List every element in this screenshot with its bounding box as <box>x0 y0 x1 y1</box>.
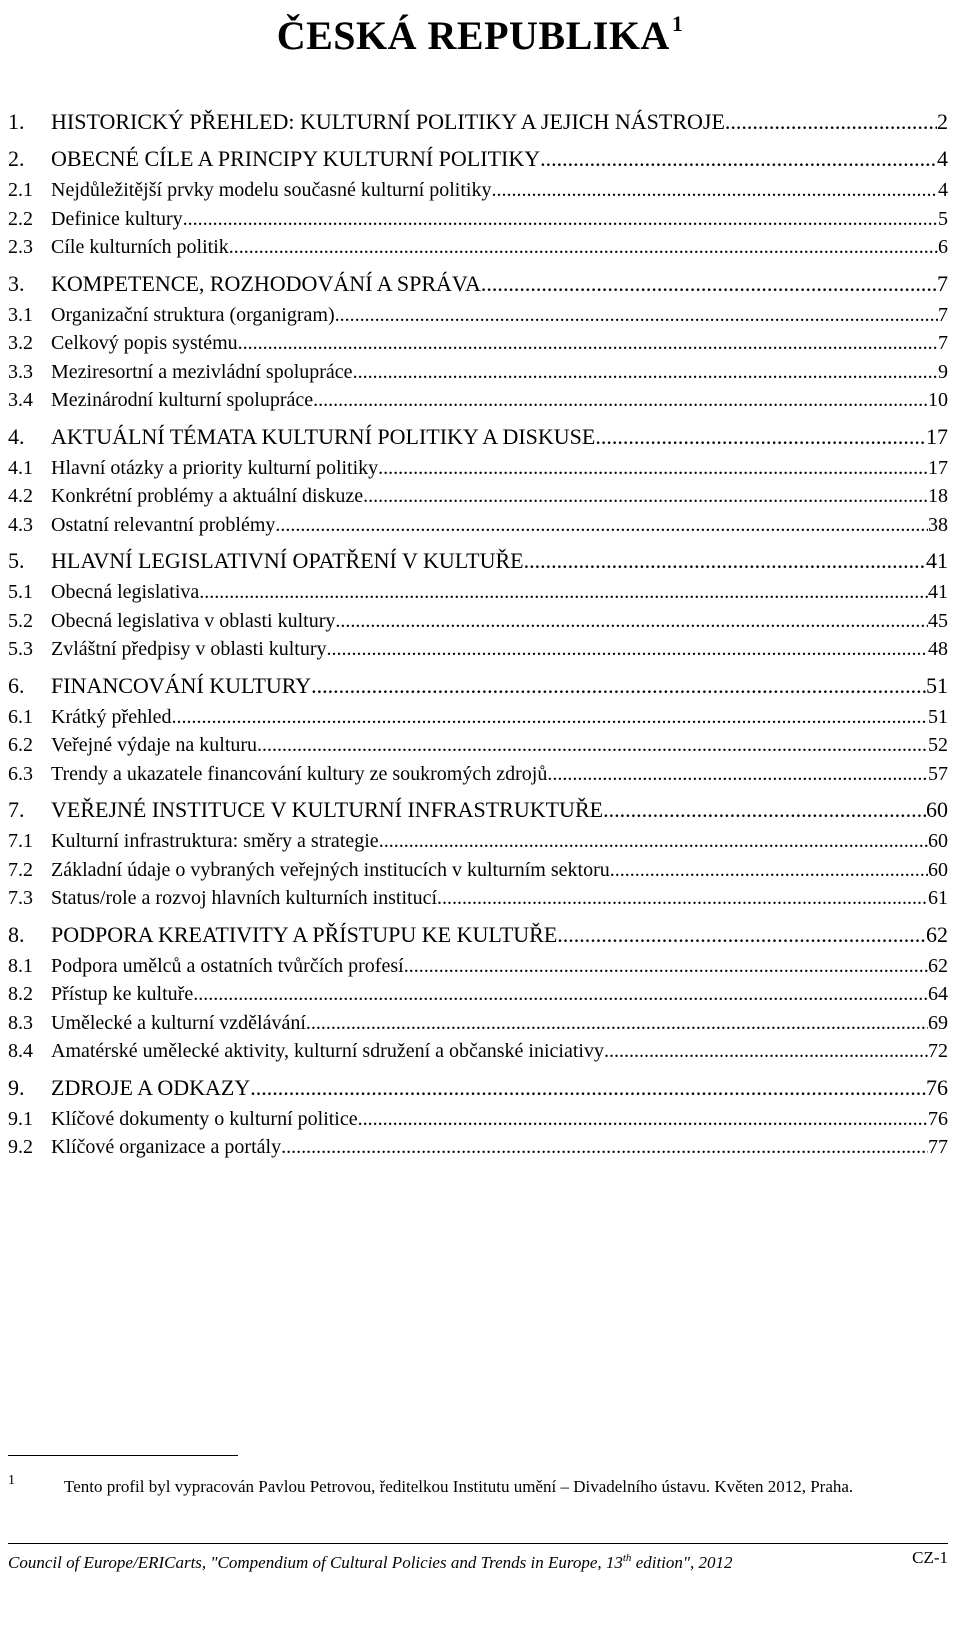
toc-dot-leader <box>353 358 938 386</box>
toc-entry-number: 8.1 <box>8 954 33 977</box>
toc-entry[interactable] <box>8 607 948 635</box>
toc-dot-leader <box>281 1133 928 1161</box>
toc-entry[interactable] <box>8 731 948 759</box>
toc-entry-title: HLAVNÍ LEGISLATIVNÍ OPATŘENÍ V KULTUŘE <box>51 548 524 573</box>
toc-entry-title: AKTUÁLNÍ TÉMATA KULTURNÍ POLITIKY A DISKUSE <box>51 423 596 449</box>
toc-dot-leader <box>481 269 937 299</box>
toc-entry[interactable] <box>8 205 948 233</box>
toc-entry-page: 60 <box>926 797 948 822</box>
toc-entry-page: 7 <box>938 303 948 326</box>
toc-entry-number: 6.2 <box>8 734 33 756</box>
toc-entry[interactable] <box>8 920 948 950</box>
toc-entry-title: Nejdůležitější prvky modelu současné kulturní politiky <box>51 179 492 201</box>
toc-dot-leader <box>183 205 938 233</box>
toc-dot-leader <box>610 856 928 884</box>
toc-entry-page: 7 <box>938 332 948 354</box>
toc-entry-number: 5. <box>8 548 25 573</box>
toc-entry-number: 6. <box>8 672 25 698</box>
toc-entry-title: FINANCOVÁNÍ KULTURY <box>51 672 312 698</box>
toc-entry-page: 52 <box>928 734 948 756</box>
toc-dot-leader <box>229 233 938 261</box>
toc-entry[interactable] <box>8 269 948 299</box>
toc-entry-page: 4 <box>938 179 948 201</box>
toc-entry-page: 10 <box>928 389 948 411</box>
toc-entry-title: Kulturní infrastruktura: směry a strategie <box>51 830 379 852</box>
toc-entry-page: 17 <box>926 423 948 449</box>
toc-entry-number: 7.2 <box>8 858 33 881</box>
toc-entry-number: 9. <box>8 1074 25 1100</box>
toc-entry-title: KOMPETENCE, ROZHODOVÁNÍ A SPRÁVA <box>51 270 481 296</box>
toc-dot-leader <box>604 1037 928 1065</box>
toc-dot-leader <box>275 511 928 539</box>
toc-dot-leader <box>250 1073 926 1103</box>
toc-entry-title: Amatérské umělecké aktivity, kulturní sdružení a občanské iniciativy <box>51 1040 604 1062</box>
toc-entry-title: Podpora umělců a ostatních tvůrčích profesí <box>51 954 404 977</box>
toc-entry[interactable] <box>8 1037 948 1065</box>
toc-entry-number: 6.3 <box>8 762 33 785</box>
toc-entry[interactable] <box>8 358 948 386</box>
toc-entry-page: 62 <box>926 921 948 947</box>
toc-entry-title: Zvláštní předpisy v oblasti kultury <box>51 638 327 660</box>
toc-dot-leader <box>327 635 928 663</box>
toc-entry-page: 60 <box>928 858 948 881</box>
toc-entry[interactable] <box>8 1009 948 1037</box>
footnote-divider <box>8 1455 238 1456</box>
toc-entry-title: Obecná legislativa v oblasti kultury <box>51 609 336 632</box>
toc-entry-page: 6 <box>938 236 948 258</box>
toc-dot-leader <box>335 607 928 635</box>
toc-entry-page: 60 <box>928 830 948 852</box>
footer-citation-sup: th <box>622 1552 632 1564</box>
toc-entry[interactable] <box>8 795 948 825</box>
toc-entry-number: 4.3 <box>8 513 33 536</box>
toc-entry-number: 3.4 <box>8 389 33 411</box>
toc-entry-page: 77 <box>928 1136 948 1158</box>
toc-entry-number: 3.1 <box>8 303 33 326</box>
toc-entry[interactable] <box>8 386 948 414</box>
toc-entry[interactable] <box>8 511 948 539</box>
toc-entry-page: 4 <box>937 146 948 171</box>
footnote-text: Tento profil byl vypracován Pavlou Petrovou, ředitelkou Institutu umění – Divadelního ústavu. Květen 2012, Praha. <box>64 1477 854 1496</box>
toc-entry[interactable] <box>8 422 948 452</box>
toc-dot-leader <box>725 107 937 137</box>
toc-dot-leader <box>311 671 926 701</box>
toc-entry[interactable] <box>8 233 948 261</box>
toc-entry-number: 7.1 <box>8 830 33 852</box>
toc-entry[interactable] <box>8 703 948 731</box>
toc-entry-number: 8.4 <box>8 1040 33 1062</box>
toc-entry-title: OBECNÉ CÍLE A PRINCIPY KULTURNÍ POLITIKY <box>51 146 541 171</box>
toc-entry-number: 2. <box>8 146 25 171</box>
title-footnote-mark: 1 <box>671 11 684 36</box>
toc-entry[interactable] <box>8 482 948 510</box>
toc-dot-leader <box>257 731 928 759</box>
toc-entry-title: Hlavní otázky a priority kulturní politiky <box>51 456 379 479</box>
toc-entry-number: 1. <box>8 109 25 134</box>
toc-entry-page: 45 <box>928 609 948 632</box>
toc-entry-number: 9.1 <box>8 1107 33 1130</box>
toc-entry[interactable] <box>8 578 948 606</box>
toc-dot-leader <box>437 884 928 912</box>
toc-entry-title: Celkový popis systému <box>51 332 238 354</box>
toc-entry-number: 3.3 <box>8 360 33 383</box>
page-number: CZ-1 <box>912 1548 948 1567</box>
toc-dot-leader <box>193 980 928 1008</box>
toc-dot-leader <box>313 386 928 414</box>
toc-entry[interactable] <box>8 546 948 576</box>
footer-citation-suffix: edition", 2012 <box>631 1553 733 1572</box>
toc-entry-page: 57 <box>928 762 948 785</box>
toc-dot-leader <box>378 454 928 482</box>
toc-entry[interactable] <box>8 827 948 855</box>
toc-entry-number: 5.1 <box>8 581 33 603</box>
toc-entry-number: 8.2 <box>8 983 33 1005</box>
toc-entry[interactable] <box>8 884 948 912</box>
toc-entry-page: 51 <box>926 672 948 698</box>
toc-entry-title: Status/role a rozvoj hlavních kulturních institucí <box>51 887 438 909</box>
toc-entry-title: Trendy a ukazatele financování kultury ze soukromých zdrojů <box>51 762 548 785</box>
toc-dot-leader <box>335 301 938 329</box>
toc-entry-page: 51 <box>928 705 948 728</box>
page-footer <box>8 1547 948 1574</box>
toc-entry-page: 76 <box>928 1107 948 1130</box>
toc-entry[interactable] <box>8 301 948 329</box>
toc-entry-page: 72 <box>928 1040 948 1062</box>
toc-entry-title: Klíčové organizace a portály <box>51 1136 282 1158</box>
toc-entry-title: Základní údaje o vybraných veřejných institucích v kulturním sektoru <box>51 858 610 881</box>
toc-entry-title: PODPORA KREATIVITY A PŘÍSTUPU KE KULTUŘE <box>51 921 558 947</box>
toc-dot-leader <box>379 827 928 855</box>
toc-entry-number: 4. <box>8 423 25 449</box>
toc-entry-number: 7. <box>8 797 25 822</box>
toc-dot-leader <box>595 422 926 452</box>
footer-citation-prefix: Council of Europe/ERICarts, "Compendium of Cultural Policies and Trends in Europe, 13 <box>8 1553 623 1572</box>
title-text: ČESKÁ REPUBLIKA <box>276 13 670 58</box>
toc-entry-page: 41 <box>928 581 948 603</box>
toc-entry-title: VEŘEJNÉ INSTITUCE V KULTURNÍ INFRASTRUKTUŘE <box>51 797 604 822</box>
toc-entry-title: Definice kultury <box>51 207 183 230</box>
toc-entry-page: 18 <box>928 485 948 507</box>
footer-divider <box>8 1543 948 1544</box>
toc-entry-page: 64 <box>928 983 948 1005</box>
toc-entry-page: 62 <box>928 954 948 977</box>
toc-entry[interactable] <box>8 176 948 204</box>
toc-entry-title: ZDROJE A ODKAZY <box>51 1074 251 1100</box>
toc-entry-page: 61 <box>928 887 948 909</box>
toc-dot-leader <box>238 329 938 357</box>
toc-dot-leader <box>547 760 928 788</box>
toc-entry-title: Konkrétní problémy a aktuální diskuze <box>51 485 364 507</box>
toc-entry-number: 4.1 <box>8 456 33 479</box>
toc-entry-number: 2.1 <box>8 179 33 201</box>
toc-entry-number: 3.2 <box>8 332 33 354</box>
toc-entry-title: Organizační struktura (organigram) <box>51 303 335 326</box>
toc-entry-page: 38 <box>928 513 948 536</box>
toc-entry[interactable] <box>8 107 948 137</box>
toc-entry[interactable] <box>8 144 948 174</box>
toc-entry-title: Krátký přehled <box>51 705 172 728</box>
toc-entry-title: Přístup ke kultuře <box>51 983 194 1005</box>
toc-dot-leader <box>557 920 926 950</box>
toc-entry-number: 5.3 <box>8 638 33 660</box>
toc-dot-leader <box>491 176 938 204</box>
toc-dot-leader <box>363 482 928 510</box>
toc-entry[interactable] <box>8 980 948 1008</box>
toc-entry-page: 7 <box>937 270 948 296</box>
toc-entry-title: Ostatní relevantní problémy <box>51 513 276 536</box>
toc-entry-page: 41 <box>926 548 948 573</box>
footnote <box>8 1475 948 1499</box>
toc-dot-leader <box>540 144 937 174</box>
page-title <box>0 0 960 60</box>
toc-entry-number: 2.3 <box>8 236 33 258</box>
toc-entry-page: 76 <box>926 1074 948 1100</box>
toc-entry-page: 48 <box>928 638 948 660</box>
toc-entry[interactable] <box>8 952 948 980</box>
toc-entry-page: 2 <box>937 109 948 134</box>
toc-dot-leader <box>172 703 928 731</box>
toc-entry-title: HISTORICKÝ PŘEHLED: KULTURNÍ POLITIKY A JEJICH NÁSTROJE <box>51 109 725 134</box>
toc-entry-title: Veřejné výdaje na kulturu <box>51 734 258 756</box>
toc-entry-title: Mezinárodní kulturní spolupráce <box>51 389 314 411</box>
toc-entry-number: 2.2 <box>8 207 33 230</box>
toc-entry[interactable] <box>8 635 948 663</box>
toc-entry-number: 6.1 <box>8 705 33 728</box>
toc-dot-leader <box>199 578 928 606</box>
toc-entry[interactable] <box>8 1133 948 1161</box>
toc-entry[interactable] <box>8 1105 948 1133</box>
toc-entry[interactable] <box>8 1073 948 1103</box>
toc-entry-title: Klíčové dokumenty o kulturní politice <box>51 1107 358 1130</box>
toc-entry-number: 4.2 <box>8 485 33 507</box>
toc-dot-leader <box>306 1009 928 1037</box>
toc-entry[interactable] <box>8 760 948 788</box>
toc-entry-number: 5.2 <box>8 609 33 632</box>
toc-entry-title: Obecná legislativa <box>51 581 200 603</box>
toc-entry-number: 7.3 <box>8 887 33 909</box>
toc-entry-page: 9 <box>938 360 948 383</box>
toc-entry-number: 8. <box>8 921 25 947</box>
toc-entry-number: 8.3 <box>8 1011 33 1034</box>
toc-entry[interactable] <box>8 454 948 482</box>
toc-entry[interactable] <box>8 856 948 884</box>
toc-entry-title: Umělecké a kulturní vzdělávání <box>51 1011 306 1034</box>
toc-entry-page: 69 <box>928 1011 948 1034</box>
toc-dot-leader <box>358 1105 928 1133</box>
toc-dot-leader <box>524 546 926 576</box>
toc-dot-leader <box>404 952 928 980</box>
toc-entry-title: Cíle kulturních politik <box>51 236 229 258</box>
toc-entry-number: 3. <box>8 270 25 296</box>
toc-entry[interactable] <box>8 329 948 357</box>
footer-citation <box>8 1547 733 1574</box>
toc-dot-leader <box>603 795 926 825</box>
toc-entry-number: 9.2 <box>8 1136 33 1158</box>
toc-entry-title: Meziresortní a mezivládní spolupráce <box>51 360 353 383</box>
toc-entry-page: 5 <box>938 207 948 230</box>
toc-entry-page: 17 <box>928 456 948 479</box>
footnote-mark: 1 <box>8 1473 15 1488</box>
toc-entry[interactable] <box>8 671 948 701</box>
